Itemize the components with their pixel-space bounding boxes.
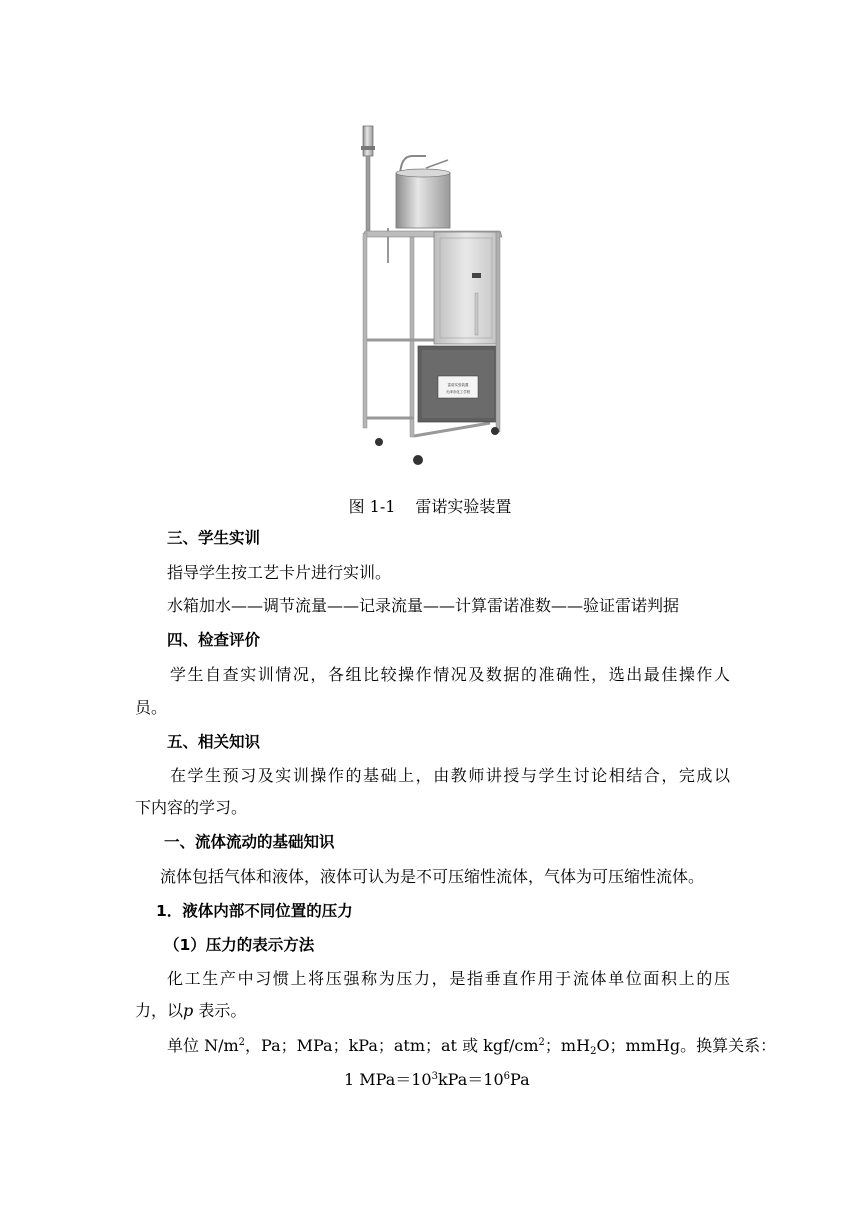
reynolds-apparatus-figure (330, 118, 530, 470)
paragraph-pressure-definition-line2 (135, 1000, 246, 1022)
formula-part-c: Pa (510, 1070, 530, 1089)
units-mid2: ；mH (544, 1036, 591, 1055)
formula-pressure-conversion (344, 1069, 530, 1091)
subsection-heading-pressure-representation: （1）压力的表示方法 (164, 936, 315, 954)
formula-part-a: 1 MPa＝10 (344, 1070, 432, 1089)
paragraph-units (167, 1035, 776, 1057)
section-heading-related-knowledge: 五、相关知识 (167, 733, 261, 751)
formula-exp1: 3 (431, 1071, 438, 1082)
figure-caption (0, 494, 860, 517)
units-mid3: O；mmHg。换算关系： (596, 1036, 777, 1055)
units-mid1: ，Pa；MPa；kPa；atm；at 或 kgf/cm (245, 1036, 539, 1055)
panel-label-2: 天津市化工学校 (445, 390, 471, 394)
formula-part-b: kPa＝10 (437, 1070, 504, 1089)
paragraph-evaluation-line1: 学生自查实训情况，各组比较操作情况及数据的准确性，选出最佳操作人 (170, 665, 730, 684)
text-post: 表示。 (198, 1001, 247, 1020)
units-prefix: 单位 N/m (167, 1036, 239, 1055)
figure-number: 图 1-1 (348, 497, 396, 516)
panel-label-1: 雷诺实验装置 (447, 383, 469, 387)
section-heading-student-training: 三、学生实训 (167, 529, 261, 547)
variable-p: p (183, 1001, 194, 1020)
subsection-heading-pressure: 1．液体内部不同位置的压力 (156, 902, 353, 920)
formula-exp2: 6 (503, 1071, 511, 1082)
paragraph-training-guide: 指导学生按工艺卡片进行实训。 (167, 563, 392, 582)
paragraph-pressure-definition-line1: 化工生产中习惯上将压强称为压力，是指垂直作用于流体单位面积上的压 (167, 969, 730, 988)
paragraph-procedure-steps: 水箱加水——调节流量——记录流量——计算雷诺准数——验证雷诺判据 (167, 596, 680, 615)
units-sup-b: 2 (538, 1037, 545, 1048)
section-heading-fluid-basics: 一、流体流动的基础知识 (164, 833, 335, 851)
paragraph-fluid-types: 流体包括气体和液体，液体可认为是不可压缩性流体，气体为可压缩性流体。 (160, 867, 705, 886)
figure-title: 雷诺实验装置 (415, 497, 512, 516)
section-heading-evaluation: 四、检查评价 (167, 631, 261, 649)
paragraph-evaluation-line2: 员。 (135, 698, 168, 717)
units-sup: 2 (238, 1037, 246, 1048)
text-pre: 力，以 (135, 1001, 184, 1020)
units-sub: 2 (590, 1046, 597, 1057)
paragraph-knowledge-line1: 在学生预习及实训操作的基础上，由教师讲授与学生讨论相结合，完成以 (170, 766, 730, 785)
paragraph-knowledge-line2: 下内容的学习。 (135, 798, 248, 817)
